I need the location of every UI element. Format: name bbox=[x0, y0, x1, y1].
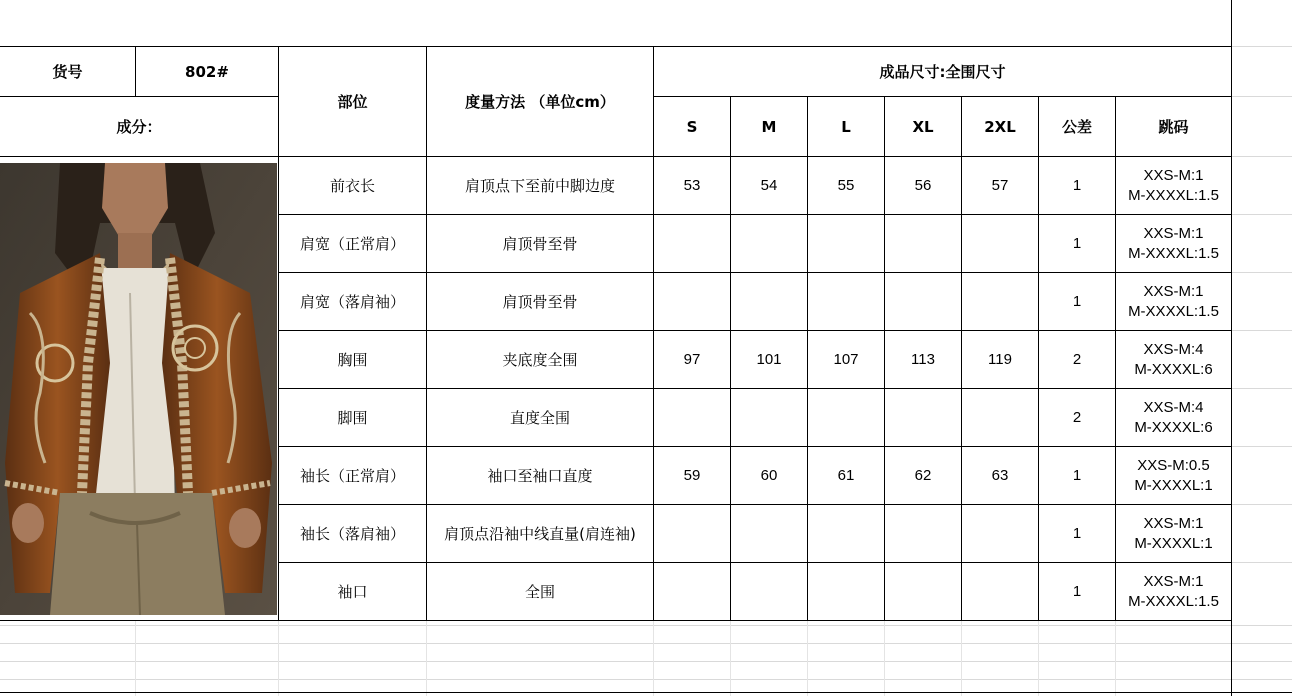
row-method[interactable]: 肩顶骨至骨 bbox=[427, 215, 654, 273]
grade-header[interactable]: 跳码 bbox=[1116, 97, 1232, 157]
row-value-m[interactable] bbox=[731, 563, 808, 621]
row-part[interactable]: 袖口 bbox=[279, 563, 427, 621]
grade-line-2: M-XXXXL:6 bbox=[1134, 418, 1213, 436]
grade-line-2: M-XXXXL:1.5 bbox=[1128, 186, 1219, 204]
row-value-m[interactable]: 54 bbox=[731, 157, 808, 215]
table-row bbox=[0, 157, 1232, 215]
tolerance-header[interactable]: 公差 bbox=[1039, 97, 1116, 157]
row-tolerance[interactable]: 2 bbox=[1039, 389, 1116, 447]
composition-label[interactable]: 成分： bbox=[0, 97, 279, 157]
grade-line-2: M-XXXXL:1 bbox=[1134, 534, 1213, 552]
row-value-2xl[interactable] bbox=[962, 505, 1039, 563]
row-grade[interactable] bbox=[1116, 447, 1232, 505]
size-header-xl[interactable]: XL bbox=[885, 97, 962, 157]
row-value-m[interactable] bbox=[731, 215, 808, 273]
row-value-xl[interactable] bbox=[885, 389, 962, 447]
row-value-m[interactable]: 101 bbox=[731, 331, 808, 389]
grade-line-1: XXS-M:4 bbox=[1143, 340, 1204, 358]
row-value-xl[interactable] bbox=[885, 563, 962, 621]
size-header-2xl[interactable]: 2XL bbox=[962, 97, 1039, 157]
row-value-s[interactable]: 59 bbox=[654, 447, 731, 505]
row-value-s[interactable] bbox=[654, 389, 731, 447]
row-grade[interactable] bbox=[1116, 215, 1232, 273]
row-part[interactable]: 袖长（落肩袖） bbox=[279, 505, 427, 563]
row-value-m[interactable]: 60 bbox=[731, 447, 808, 505]
grade-line-1: XXS-M:4 bbox=[1143, 398, 1204, 416]
row-value-2xl[interactable] bbox=[962, 273, 1039, 331]
row-value-xl[interactable] bbox=[885, 215, 962, 273]
row-grade[interactable] bbox=[1116, 563, 1232, 621]
row-part[interactable]: 前衣长 bbox=[279, 157, 427, 215]
row-value-xl[interactable]: 56 bbox=[885, 157, 962, 215]
part-header[interactable]: 部位 bbox=[279, 47, 427, 157]
grade-line-1: XXS-M:1 bbox=[1143, 514, 1204, 532]
grade-line-2: M-XXXXL:6 bbox=[1134, 360, 1213, 378]
method-header[interactable]: 度量方法 （单位cm） bbox=[427, 47, 654, 157]
row-value-2xl[interactable] bbox=[962, 563, 1039, 621]
grade-line-1: XXS-M:1 bbox=[1143, 572, 1204, 590]
row-tolerance[interactable]: 1 bbox=[1039, 215, 1116, 273]
size-spec-table bbox=[0, 46, 1232, 621]
row-tolerance[interactable]: 1 bbox=[1039, 157, 1116, 215]
row-value-xl[interactable] bbox=[885, 505, 962, 563]
size-header-m[interactable]: M bbox=[731, 97, 808, 157]
row-value-m[interactable] bbox=[731, 389, 808, 447]
sheet-bottom-border bbox=[0, 692, 1292, 693]
row-value-s[interactable]: 53 bbox=[654, 157, 731, 215]
row-tolerance[interactable]: 2 bbox=[1039, 331, 1116, 389]
row-value-m[interactable] bbox=[731, 505, 808, 563]
row-value-2xl[interactable] bbox=[962, 389, 1039, 447]
row-value-s[interactable] bbox=[654, 505, 731, 563]
row-value-l[interactable] bbox=[808, 273, 885, 331]
grade-line-1: XXS-M:1 bbox=[1143, 282, 1204, 300]
jacket-photo-icon bbox=[0, 163, 277, 615]
row-part[interactable]: 脚围 bbox=[279, 389, 427, 447]
row-value-s[interactable] bbox=[654, 215, 731, 273]
row-value-2xl[interactable]: 57 bbox=[962, 157, 1039, 215]
row-method[interactable]: 直度全围 bbox=[427, 389, 654, 447]
row-tolerance[interactable]: 1 bbox=[1039, 505, 1116, 563]
grade-line-1: XXS-M:1 bbox=[1143, 166, 1204, 184]
row-part[interactable]: 袖长（正常肩） bbox=[279, 447, 427, 505]
row-method[interactable]: 袖口至袖口直度 bbox=[427, 447, 654, 505]
item-no-value[interactable]: 802# bbox=[136, 47, 279, 97]
row-part[interactable]: 胸围 bbox=[279, 331, 427, 389]
row-value-l[interactable]: 61 bbox=[808, 447, 885, 505]
row-value-xl[interactable]: 62 bbox=[885, 447, 962, 505]
row-value-s[interactable] bbox=[654, 563, 731, 621]
row-grade[interactable] bbox=[1116, 331, 1232, 389]
row-method[interactable]: 肩顶骨至骨 bbox=[427, 273, 654, 331]
row-value-l[interactable] bbox=[808, 505, 885, 563]
row-value-l[interactable]: 55 bbox=[808, 157, 885, 215]
row-method[interactable]: 肩顶点沿袖中线直量(肩连袖) bbox=[427, 505, 654, 563]
row-value-s[interactable]: 97 bbox=[654, 331, 731, 389]
row-method[interactable]: 全围 bbox=[427, 563, 654, 621]
row-tolerance[interactable]: 1 bbox=[1039, 563, 1116, 621]
row-value-m[interactable] bbox=[731, 273, 808, 331]
row-method[interactable]: 夹底度全围 bbox=[427, 331, 654, 389]
row-part[interactable]: 肩宽（正常肩） bbox=[279, 215, 427, 273]
row-value-2xl[interactable]: 119 bbox=[962, 331, 1039, 389]
grade-line-2: M-XXXXL:1.5 bbox=[1128, 302, 1219, 320]
row-grade[interactable] bbox=[1116, 157, 1232, 215]
row-grade[interactable] bbox=[1116, 273, 1232, 331]
grade-line-1: XXS-M:0.5 bbox=[1137, 456, 1210, 474]
row-grade[interactable] bbox=[1116, 389, 1232, 447]
item-no-label[interactable]: 货号 bbox=[0, 47, 136, 97]
row-value-l[interactable] bbox=[808, 215, 885, 273]
jacket-photo[interactable] bbox=[0, 157, 279, 621]
size-group-header[interactable]: 成品尺寸:全围尺寸 bbox=[654, 47, 1232, 97]
grade-line-1: XXS-M:1 bbox=[1143, 224, 1204, 242]
row-method[interactable]: 肩顶点下至前中脚边度 bbox=[427, 157, 654, 215]
grade-line-2: M-XXXXL:1 bbox=[1134, 476, 1213, 494]
row-value-s[interactable] bbox=[654, 273, 731, 331]
row-value-2xl[interactable]: 63 bbox=[962, 447, 1039, 505]
row-tolerance[interactable]: 1 bbox=[1039, 273, 1116, 331]
row-value-l[interactable] bbox=[808, 563, 885, 621]
size-header-s[interactable]: S bbox=[654, 97, 731, 157]
row-value-xl[interactable]: 113 bbox=[885, 331, 962, 389]
row-value-l[interactable]: 107 bbox=[808, 331, 885, 389]
row-part[interactable]: 肩宽（落肩袖） bbox=[279, 273, 427, 331]
row-value-2xl[interactable] bbox=[962, 215, 1039, 273]
grade-line-2: M-XXXXL:1.5 bbox=[1128, 592, 1219, 610]
row-grade[interactable] bbox=[1116, 505, 1232, 563]
row-value-xl[interactable] bbox=[885, 273, 962, 331]
grade-line-2: M-XXXXL:1.5 bbox=[1128, 244, 1219, 262]
row-tolerance[interactable]: 1 bbox=[1039, 447, 1116, 505]
row-value-l[interactable] bbox=[808, 389, 885, 447]
size-header-l[interactable]: L bbox=[808, 97, 885, 157]
